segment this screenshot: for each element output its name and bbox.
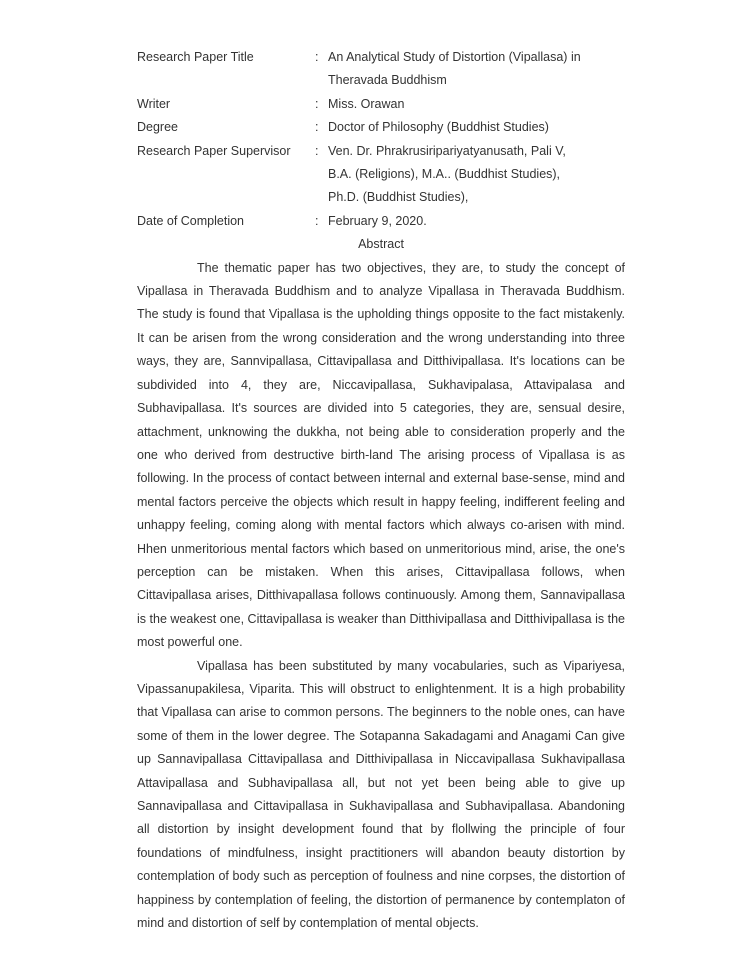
meta-value-line: Theravada Buddhism <box>328 73 447 88</box>
meta-label-supervisor: Research Paper Supervisor <box>137 143 291 158</box>
meta-separator: : <box>315 120 319 135</box>
meta-value-degree <box>328 116 625 139</box>
meta-row-supervisor <box>137 140 625 210</box>
abstract-paragraph-2: Vipallasa has been substituted by many vocabularies, such as Vipariyesa, Vipassanupakilesa, Viparita. This will obstruct to enlightenment. It is a high probability that Vipallasa can arise to common persons. The beginners to the noble ones, can have some of them in the lower degree. The Sotapanna Sakadagami and Anagami Can give up Sannavipallasa Cittavipallasa and Ditthivipallasa in Niccavipallasa Sukhavipallasa Attavipallasa and Subhavipallasa all, but not yet been being able to give up Sannavipallasa and Cittavipallasa in Sukhavipallasa and Subhavipallasa. Abandoning all distortion by insight development found that by flollwing the principle of four foundations of mindfulness, insight practitioners will abandon beauty distortion by contemplation of body such as perception of foulness and nine corpses, the distortion of happiness by contemplation of feeling, the distortion of permanence by contemplaton of mind and distortion of self by contemplation of mental objects. <box>137 658 625 931</box>
meta-label-date-of-completion: Date of Completion <box>137 213 245 228</box>
abstract-paragraph-1: The thematic paper has two objectives, they are, to study the concept of Vipallasa in Theravada Buddhism and to analyze Vipallasa in Theravada Buddhism. The study is found that Vipallasa is the upholding things opposite to the fact mistakenly. It can be arisen from the wrong consideration and the wrong understanding into three ways, they are, Sannvipallasa, Cittavipallasa and Ditthivipallasa. It's locations can be subdivided into 4, they are, Niccavipallasa, Sukhavipalasa, Attavipalasa and Subhavipallasa. It's sources are divided into 5 categories, they are, sensual desire, attachment, unknowing the dukkha, not being able to consideration properly and the one who derived from destructive birth-land The arising process of Vipallasa is as following. In the process of contact between internal and external base-sense, mind and mental factors perceive the objects which result in happy feeling, indifferent feeling and unhappy feeling, coming along with mental factors which always co-arisen with mind. Hhen unmeritorious mental factors which based on unmeritorious mind, arise, the one's perception can be mistaken. When this arises, Cittavipallasa follows, when Cittavipallasa arises, Ditthivapallasa follows continuously. Among them, Sannavipallasa is the weakest one, Cittavipallasa is weaker than Ditthivipallasa and Ditthivipallasa is the most powerful one. <box>137 260 625 650</box>
meta-value-line: An Analytical Study of Distortion (Vipallasa) in <box>328 50 581 64</box>
meta-row-degree <box>137 116 625 139</box>
meta-row-date-of-completion <box>137 210 625 233</box>
meta-value-line: Ven. Dr. Phrakrusiripariyatyanusath, Pali V, <box>328 143 566 158</box>
meta-label-research-paper-title: Research Paper Title <box>137 50 254 64</box>
meta-row-research-paper-title <box>137 46 625 93</box>
meta-value-date-of-completion <box>328 210 625 233</box>
meta-separator: : <box>315 96 319 111</box>
meta-value-line: B.A. (Religions), M.A.. (Buddhist Studies), <box>328 167 561 182</box>
abstract-heading: Abstract <box>358 237 404 252</box>
meta-row-writer <box>137 93 625 116</box>
meta-value-supervisor <box>328 140 625 210</box>
meta-label-degree: Degree <box>137 120 178 135</box>
meta-label-writer: Writer <box>137 96 171 111</box>
metadata-block <box>137 46 625 233</box>
meta-separator: : <box>315 213 319 228</box>
meta-value-line: Miss. Orawan <box>328 96 405 111</box>
meta-value-research-paper-title <box>328 46 625 93</box>
meta-value-line: Ph.D. (Buddhist Studies), <box>328 190 469 205</box>
meta-value-writer <box>328 93 625 116</box>
meta-separator: : <box>315 143 319 158</box>
meta-value-line: Doctor of Philosophy (Buddhist Studies) <box>328 120 549 135</box>
meta-value-line: February 9, 2020. <box>328 213 427 228</box>
meta-separator: : <box>315 50 319 64</box>
